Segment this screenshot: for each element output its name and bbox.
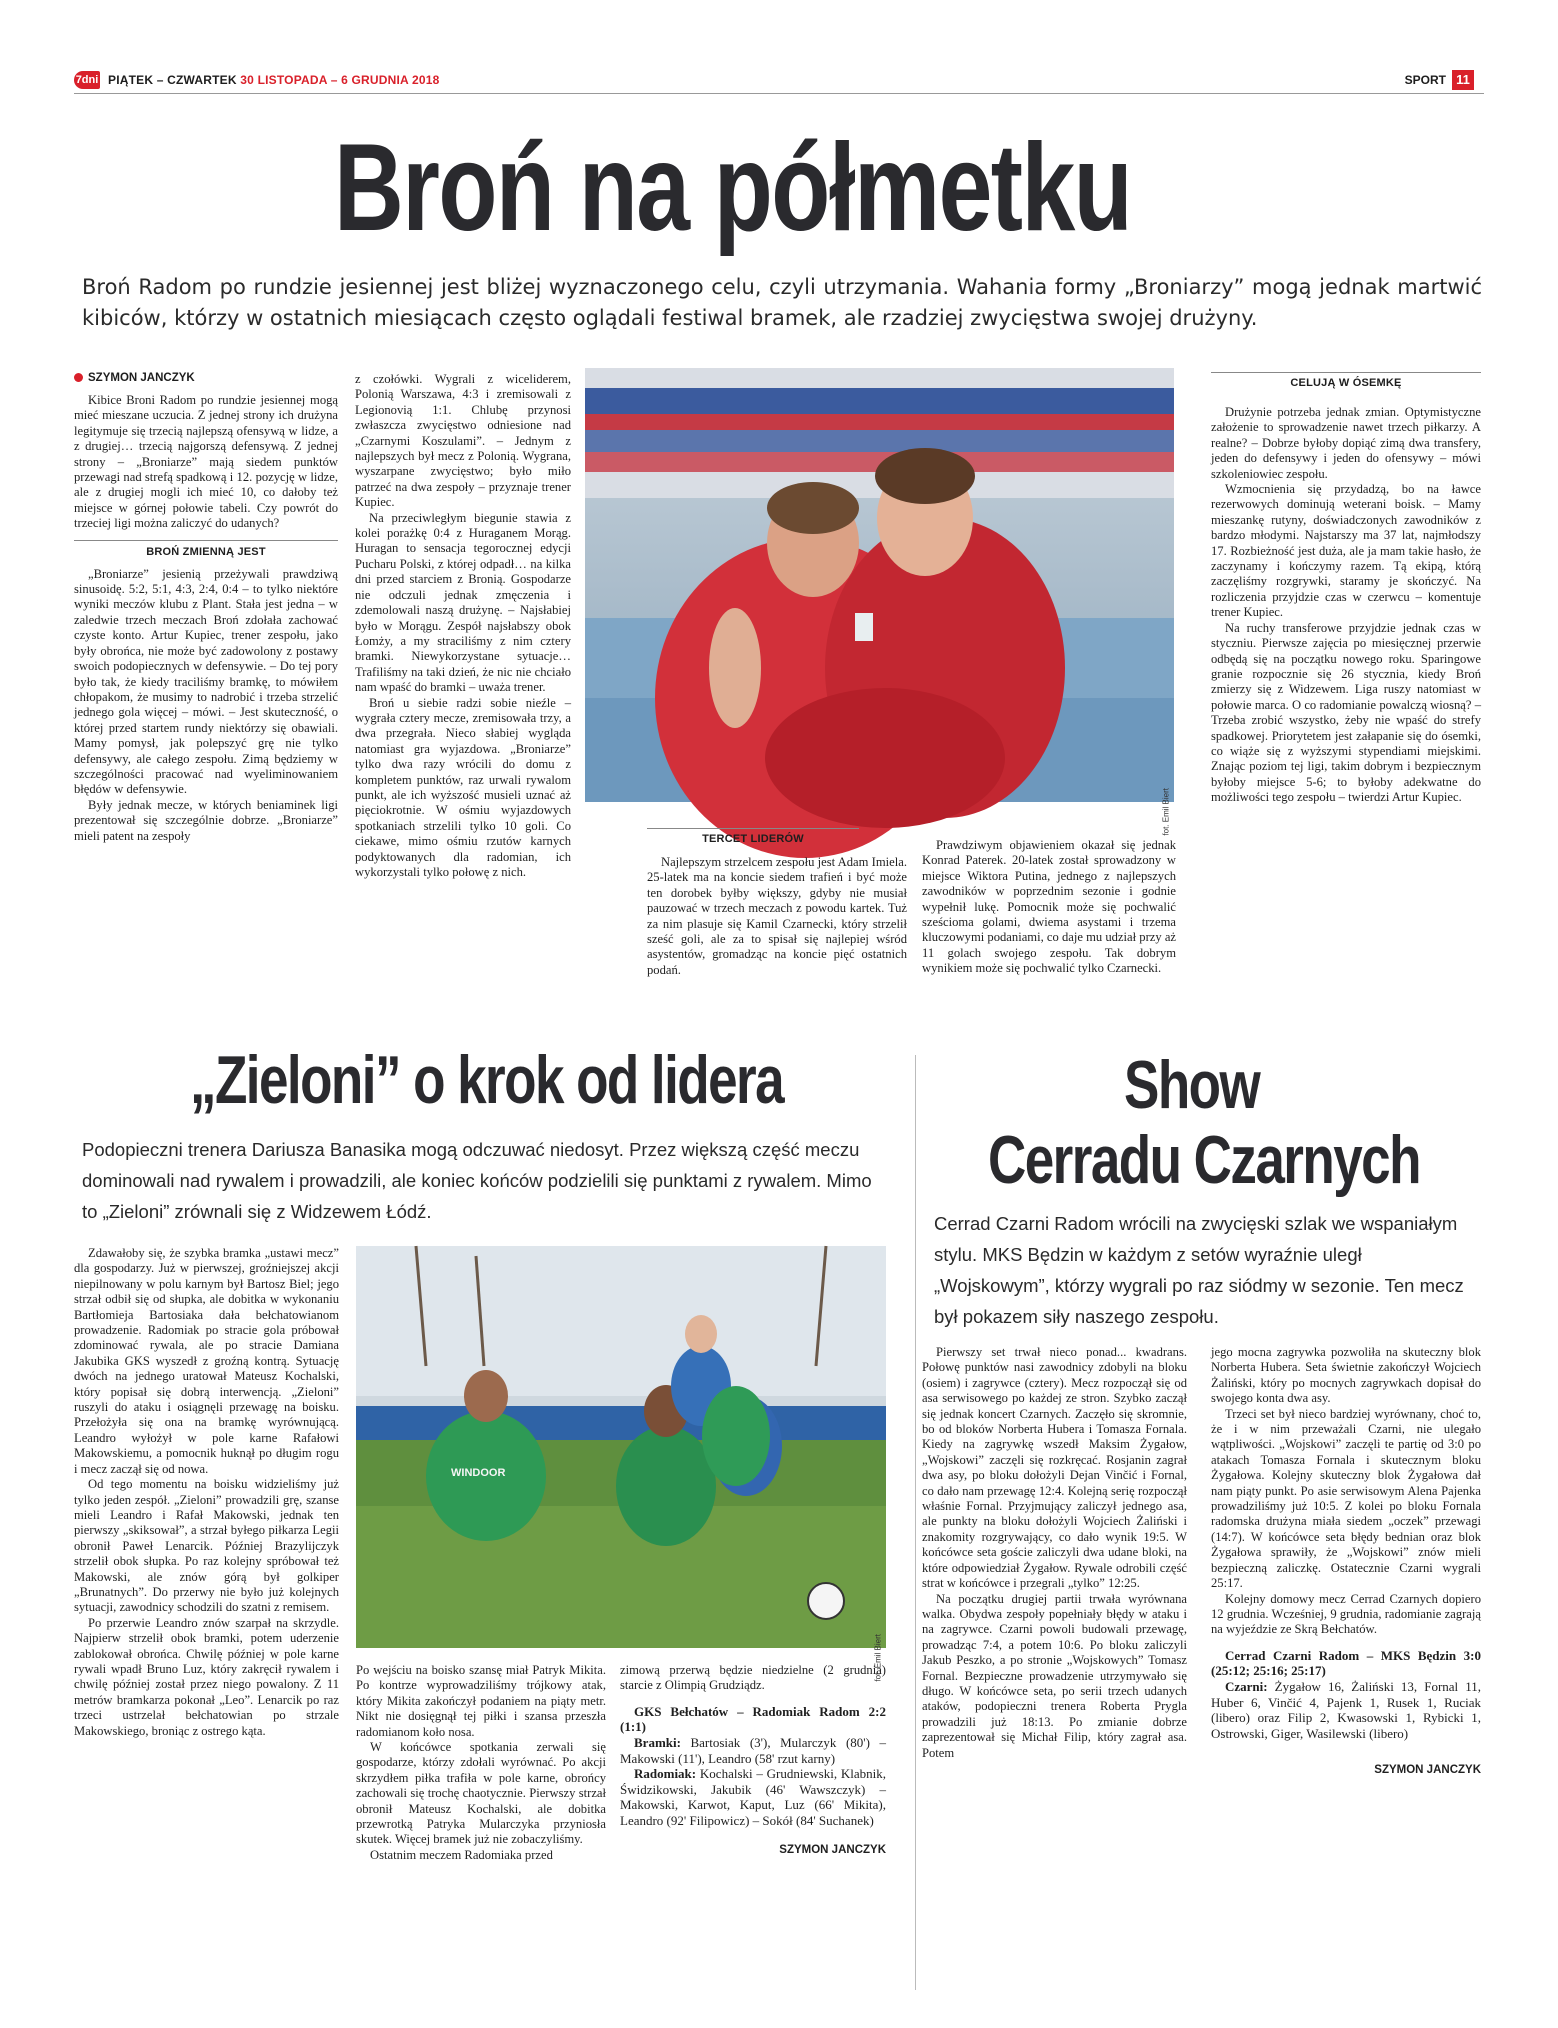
headline-zieloni: „Zieloni” o krok od lidera	[190, 1042, 784, 1118]
headline-cerradu: Cerradu Czarnych	[988, 1122, 1420, 1198]
column-bron-4: Prawdziwym objawieniem okazał się jednak Konrad Paterek. 20-latek został sprowadzony w miejsce Wiktora Putina, jednego z najlepszych zawodników w poprzednim sezonie i godnie wypełnił lukę. Pomocnik może się pochwalić sześcioma golami, dwiema asystami i trzema kluczowymi podaniami, co daje mu udział przy aż 11 golach swojego zespołu. Tak dobrym wynikiem może się pochwalić tylko Czarnecki.	[922, 838, 1176, 976]
headline-bron: Broń na półmetku	[334, 119, 1132, 257]
column-zieloni-2: Po wejściu na boisko szansę miał Patryk Mikita. Po kontrze wyprowadziliśmy trójkowy atak, który Mikita zakończył podaniem na piąty metr. Nikt nie dosięgnął tej piłki i szansa przeszła radomianom koło nosa. W końcówce spotkania zerwali się gospodarze, którzy zdołali wyrównać. Po akcji skrzydłem piłka trafiła w pole karne, obrońcy zachowali się trochę chaotycznie. Pierwszy strzał obronił Mateusz Kochalski, ale dobitka przewrotką Patryka Mularczyka przyniosła skutek. Więcej bramek już nie zobaczyliśmy. Ostatnim meczem Radomiaka przed	[356, 1663, 606, 1862]
photo-radomiak-players	[356, 1246, 886, 1682]
subheading-celuja: CELUJĄ W ÓSEMKĘ	[1211, 372, 1481, 393]
column-czarni-1: Pierwszy set trwał nieco ponad... kwadrans. Połowę punktów nasi zawodnicy zdobyli na bloku (osiem) i zagrywce (cztery). Mecz rozpoczął się od asa serwisowego po każdej ze stron. Szybko zaczął się jednak koncert Czarnych. Zaczęło się skromnie, bo od bloków Norberta Hubera i Tomasza Fornala. Kiedy na zagrywkę wszedł Maksim Żygałow, „Wojskowi” zaczęli się rozkręcać. Rosjanin zagrał dwa asy, po bloku dołożyli Dejan Vinčić i Fornal, co dało nam przewagę 12:4. Kolejną serię rozpoczął właśnie Fornal. Przyjmujący zaliczył jednego asa, ale punkty na bloku dołożyli Wojciech Żaliński i znakomity rozgrywający, co dało wynik 19:5. W końcówce seta goście zaliczyli dwa udane bloki, na które odpowiedział Żygałow. Rywale odrobili część strat w końcówce i przegrali „tylko” 12:25. Na początku drugiej partii trwała wyrównana walka. Obydwa zespoły popełniały błędy w ataku i na zagrywce. Czarni powoli budowali przewagę, prowadząc 7:4, a potem 10:6. Po bloku zaliczyli Jakub Peszko, a po stronie „Wojskowych” Tomasz Fornal. Bezpieczne prowadzenie utrzymywało się długo. W końcówce seta, po serii trzech udanych ataków, podopieczni trenera Roberta Prygla prowadzili już 18:13. Po zmianie dobrze zaprezentował się Michał Filip, który zagrał asa. Potem	[922, 1345, 1187, 1760]
column-bron-3: Najlepszym strzelcem zespołu jest Adam Imiela. 25-latek ma na koncie siedem trafień i być może ten dorobek byłby większy, gdyby nie musiał pauzować w trzech meczach z powodu kartek. Tuż za nim plasuje się Kamil Czarnecki, który strzelił sześć goli, ale za to spisał się najlepiej wśród asystentów, gromadząc na koncie pięć ostatnich podań.	[647, 855, 907, 977]
photo-credit: fot. Emil Biert	[1162, 788, 1171, 836]
match-result-gks: GKS Bełchatów – Radomiak Radom 2:2 (1:1) Bramki: Bartosiak (3'), Mularczyk (80') – Makowski (11'), Leandro (58' rzut karny) Radomiak: Kochalski – Grudniewski, Klabnik, Świdzikowski, Jakubik (46' Wawszczyk) – Makowski, Karwot, Kaput, Luz (66' Mikita), Leandro (92' Filipowicz) – Sokół (84' Suchanek)	[620, 1703, 886, 1828]
photo-credit: fot. Emil Biert	[874, 1634, 883, 1682]
column-czarni-2: jego mocna zagrywka pozwoliła na skuteczny blok Norberta Hubera. Seta świetnie zakończył Wojciech Żaliński, który po mocnych zagrywkach dopisał do swojego konta dwa asy. Trzeci set był nieco bardziej wyrównany, choć to, że i w nim przeważali Czarni, nie ulegało wątpliwości. „Wojskowi” zaczęli te partię od 3:0 po atakach Tomasza Fornala i skutecznym bloku Żygałowa. Kolejny skuteczny blok Żygałowa dał nam piąty punkt. Po asie serwisowym Alena Pajenka prowadziliśmy już 10:5. Z kolei po bloku Fornala radomska drużyna miała siedem „oczek” przewagi (14:7). W końcówce seta błędy bednian oraz blok Żygałowa sprawiły, że „Wojskowi” znów mieli bezpieczną zaliczkę. Ostatecznie Czarni wygrali 25:17. Kolejny domowy mecz Cerrad Czarnych dopiero 12 grudnia. Wcześniej, 9 grudnia, radomianie zagrają na wyjeździe ze Skrą Bełchatów. Cerrad Czarni Radom – MKS Będzin 3:0 (25:12; 25:16; 25:17) Czarni: Żygałow 16, Żaliński 13, Fornal 11, Huber 6, Vinčić 4, Pajenk 1, Rusek 1, Ruciak (libero) oraz Filip 2, Kwasowski 1, Rybicki 1, Ostrowski, Giger, Wasilewski (libero) SZYMON JANCZYK	[1211, 1345, 1481, 1779]
column-bron-2: z czołówki. Wygrali z wiceliderem, Polonią Warszawa, 4:3 i zremisowali z Legionovią 1:1. Chlubę przynosi zwłaszcza zwycięstwo odniesione nad „Czarnymi Koszulami”. – Jednym z najlepszych był mecz z Polonią. Wygrana, wyszarpane zwycięstwo; było miło patrzeć na dwa zespoły – przyznaje trener Kupiec. Na przeciwległym biegunie stawia z kolei porażkę 0:4 z Huraganem Morąg. Huragan to sensacja tegorocznej edycji Pucharu Polski, z której odpadł… na kilka dni przed starciem z Bronią. Gospodarze nie odczuli jednak zmęczenia i zdemolowali naszą drużynę. – Najsłabiej było w Morągu. Zespół najsłabszy obok Łomży, a my straciliśmy z nim cztery bramki. Niewykorzystane sytuacje… Trafiliśmy na taki dzień, że nic nie chciało nam wpaść do bramki – uważa trener. Broń u siebie radzi sobie nieźle – wygrała cztery mecze, zremisowała trzy, a dwa przegrała. Nieco słabiej wygląda natomiast gra wyjazdowa. „Broniarze” tylko dwa razy wrócili do domu z kompletem punktów, raz urwali rywalom punkt, ale ich wyższość musieli uznać aż pięciokrotnie. W ośmiu wyjazdowych spotkaniach strzelili tylko 10 goli. Co ciekawe, mimo ośmiu rzutów karnych podyktowanych dla radomian, ich wykorzystali tylko połowę z nich.	[355, 372, 571, 879]
byline-zieloni: SZYMON JANCZYK	[779, 1843, 886, 1856]
column-divider	[915, 1055, 916, 1990]
byline-czarni: SZYMON JANCZYK	[1374, 1764, 1481, 1777]
lead-bron: Broń Radom po rundzie jesiennej jest bliżej wyznaczonego celu, czyli utrzymania. Wahania formy „Broniarzy” mogą jednak martwić kibiców, którzy w ostatnich miesiącach często oglądali festiwal bramek, ale rzadziej zwycięstwa swojej drużyny.	[82, 275, 1482, 330]
lead-zieloni: Podopieczni trenera Dariusza Banasika mogą odczuwać niedosyt. Przez większą część meczu dominowali nad rywalem i prowadzili, ale koniec końców podzielili się punktami z rywalem. Mimo to „Zieloni” zrównali się z Widzewem Łódź.	[82, 1139, 872, 1222]
issue-date: PIĄTEK – CZWARTEK 30 LISTOPADA – 6 GRUDNIA 2018	[108, 73, 440, 87]
subheading-bron-zmienna: BROŃ ZMIENNĄ JEST	[74, 540, 338, 561]
headline-show: Show	[1124, 1047, 1260, 1123]
subheading-tercet: TERCET LIDERÓW	[647, 828, 859, 849]
photo-bron-players	[585, 368, 1174, 836]
lead-czarni: Cerrad Czarni Radom wrócili na zwycięski szlak we wspaniałym stylu. MKS Będzin w każdym z setów wyraźnie uległ „Wojskowym”, którzy wygrali po raz siódmy w sezonie. Ten mecz był pokazem siły naszego zespołu.	[934, 1213, 1464, 1327]
header-rule	[74, 93, 1484, 94]
column-bron-1: Kibice Broni Radom po rundzie jesiennej mogą mieć mieszane uczucia. Z jednej strony ich drużyna legitymuje się trzecią najlepszą ofensywą w lidze, a z drugiej… trzecią najgorszą defensywą. Z jednej strony – „Broniarze” mają siedem punktów przewagi nad strefą spadkową i 12. pozycję w lidze, ale z drugiej mogli ich mieć 10, co dałoby też miejsce w górnej połowie tabeli. Czy powrót do trzeciej ligi można zaliczyć do udanych? BROŃ ZMIENNĄ JEST „Broniarze” jesienią przeżywali prawdziwą sinusoidę. 5:2, 5:1, 4:3, 2:4, 0:4 – to tylko niektóre wyniki meczów klubu z Plant. Stała jest jedna – w zaledwie trzech meczach Broń zdołała zachować czyste konto. Artur Kupiec, trener zespołu, jako były obrońca, nie może być zadowolony z postawy swoich podopiecznych w defensywie. – Do tej pory było tak, że kiedy traciliśmy bramkę, to mówiłem chłopakom, że musimy to nadrobić i trzeba strzelić jednego gola więcej – mówi. – Jest skuteczność, o której przed startem rundy niektórzy się obawiali. Mamy pomysł, jak polepszyć grę nie tylko defensywy, ale całego zespołu. Zimą będziemy w szczególności pracować nad wyeliminowaniem błędów w defensywie. Były jednak mecze, w których beniaminek ligi prezentował się szczególnie dobrze. „Broniarze” mieli patent na zespoły	[74, 393, 338, 843]
photo-illustration	[356, 1246, 886, 1648]
section-name: SPORT	[1404, 73, 1446, 87]
column-bron-5: Drużynie potrzeba jednak zmian. Optymistyczne założenie to sprowadzenie nawet trzech piłkarzy. A realne? – Dobrze byłoby dopiąć zimą dwa transfery, jeden do defensywy i jeden do ofensywy – mówi szkoleniowiec zespołu. Wzmocnienia się przydadzą, bo na ławce rezerwowych dominują weterani boisk. – Mamy mieszankę rutyny, doświadczonych zawodników z bardzo młodymi. Najstarszy ma 37 lat, najmłodszy 17. Rozbieżność jest duża, ale ja mam takie hasło, że zaczynamy i kończymy razem. Tą ekipą, którą zaczęliśmy rozgrywki, staramy je skończyć. Na rozliczenia przyjdzie czas w czerwcu – komentuje trener Kupiec. Na ruchy transferowe przyjdzie jednak czas w styczniu. Pierwsze zajęcia po miesięcznej przerwie odbędą się na początku nowego roku. Sparingowe granie rozpocznie się 26 stycznia, kiedy Broń zmierzy się z Widzewem. Liga ruszy natomiast w połowie marca. O co radomianie powalczą wiosną? – Trzeba zrobić wszystko, żeby nie wpaść do strefy spadkowej. Priorytetem jest załapanie się do ósemki, co wiąże się z wyższymi stypendiami miejskimi. Znając poziom tej ligi, takim dobrym i bezpiecznym byłoby miejsce 5-6; to byłoby adekwatne do możliwości tego zespołu – twierdzi Artur Kupiec.	[1211, 405, 1481, 805]
page-header	[74, 70, 1484, 94]
photo-illustration	[585, 368, 1174, 802]
column-zieloni-1: Zdawałoby się, że szybka bramka „ustawi mecz” dla gospodarzy. Już w pierwszej, groźniejszej akcji niepilnowany w polu karnym był Bartosz Biel; jego strzał odbił się od słupka, ale dobitka w wykonaniu Bartłomieja Bartosiaka dała bełchatowianom prowadzenie. Radomiak po stracie gola próbował zdominować rywala, ale po stracie Damiana Jakubika GKS wyszedł z groźną kontrą. Sytuację dwóch na jednego uratował Mateusz Kochalski, który popisał się dobrą interwencją. „Zieloni” ruszyli do ataku i osiągnęli przewagę na boisku. Przełożyła się ona na bramkę wyrównującą. Leandro wyłożył w pole karne Rafałowi Makowskiemu, a pomocnik huknął po długim rogu i mecz zaczął się od nowa. Od tego momentu na boisku widzieliśmy już tylko jeden zespół. „Zieloni” prowadzili grę, szanse mieli Leandro i Rafał Makowski, jednak ten pierwszy „skiksował”, a strzał byłego piłkarza Legii obronił Paweł Lenarcik. Później Brazylijczyk strzelił obok słupka. Po raz kolejny spróbował też Makowski, ale znów górą był golkiper „Brunatnych”. Do przerwy nie było już kolejnych sytuacji, zawodnicy schodzili do szatni z remisem. Po przerwie Leandro znów szarpał na skrzydle. Najpierw strzelił obok bramki, potem uderzenie zablokował obrońca. Chwilę później w pole karne rywali wpadł Bruno Luz, który zakręcił rywalem i chwilę później został przez niego powalony. Z 11 metrów bramkarza pokonał „Leo”. Lenarcik po raz trzeci ustrzelał bełchatowian po strzale Makowskiego, broniąc z ostrego kąta.	[74, 1246, 339, 1738]
shirt-sponsor-text: WINDOOR	[451, 1467, 506, 1479]
bullet-icon	[74, 373, 83, 382]
page-number: 11	[1452, 70, 1474, 90]
column-zieloni-3: zimową przerwą będzie niedzielne (2 grudnia) starcie z Olimpią Grudziądz. GKS Bełchatów – Radomiak Radom 2:2 (1:1) Bramki: Bartosiak (3'), Mularczyk (80') – Makowski (11'), Leandro (58' rzut karny) Radomiak: Kochalski – Grudniewski, Klabnik, Świdzikowski, Jakubik (46' Wawszczyk) – Makowski, Karwot, Kaput, Luz (66' Mikita), Leandro (92' Filipowicz) – Sokół (84' Suchanek) SZYMON JANCZYK	[620, 1663, 886, 1858]
match-result-czarni: Cerrad Czarni Radom – MKS Będzin 3:0 (25:12; 25:16; 25:17) Czarni: Żygałow 16, Żaliński 13, Fornal 11, Huber 6, Vinčić 4, Pajenk 1, Rusek 1, Ruciak (libero) oraz Filip 2, Kwasowski 1, Rybicki 1, Ostrowski, Giger, Wasilewski (libero)	[1211, 1647, 1481, 1741]
byline-bron: SZYMON JANCZYK	[74, 372, 195, 384]
logo: 7dni	[74, 71, 100, 89]
